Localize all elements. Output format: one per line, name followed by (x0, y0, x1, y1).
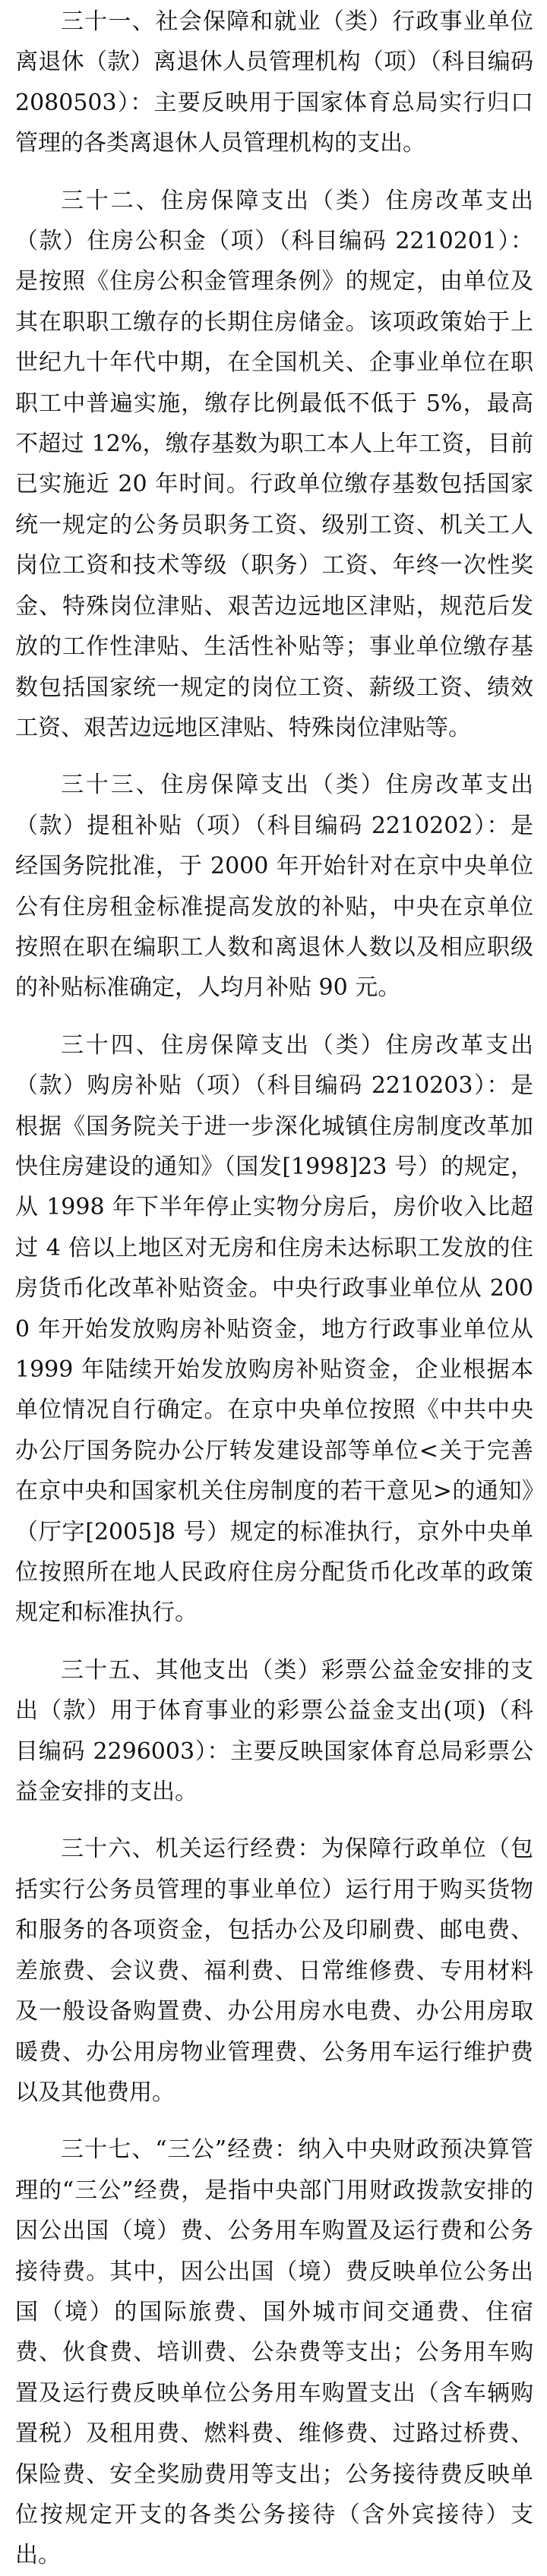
paragraph-32-housing-provident-fund: 三十二、住房保障支出（类）住房改革支出（款）住房公积金（项）（科目编码 2210201）：是按照《住房公积金管理条例》的规定，由单位及其在职职工缴存的长期住房储金。该项政策始于上世纪九十年代中期，在全国机关、企事业单位在职职工中普遍实施，缴存比例最低不低于 5%，最高不超过 12%，缴存基数为职工本人上年工资，目前已实施近 20 年时间。行政单位缴存基数包括国家统一规定的公务员职务工资、级别工资、机关工人岗位工资和技术等级（职务）工资、年终一次性奖金、特殊岗位津贴、艰苦边远地区津贴，规范后发放的工作性津贴、生活性补贴等；事业单位缴存基数包括国家统一规定的岗位工资、薪级工资、绩效工资、艰苦边远地区津贴、特殊岗位津贴等。 (15, 187, 533, 741)
paragraph-31-retiree-management: 三十一、社会保障和就业（类）行政事业单位离退休（款）离退休人员管理机构（项）（科目编码 2080503）：主要反映用于国家体育总局实行归口管理的各类离退休人员管理机构的支出。 (15, 8, 533, 157)
paragraph-35-lottery-fund-expenditure: 三十五、其他支出（类）彩票公益金安排的支出（款）用于体育事业的彩票公益金支出(项)（科目编码 2296003）：主要反映国家体育总局彩票公益金安排的支出。 (15, 1656, 533, 1806)
paragraph-36-agency-operating-expenses: 三十六、机关运行经费：为保障行政单位（包括实行公务员管理的事业单位）运行用于购买货物和服务的各项资金，包括办公及印刷费、邮电费、差旅费、会议费、福利费、日常维修费、专用材料及一般设备购置费、办公用房水电费、办公用房取暖费、办公用房物业管理费、公务用车运行维护费以及其他费用。 (15, 1836, 533, 2106)
paragraph-33-rent-subsidy: 三十三、住房保障支出（类）住房改革支出（款）提租补贴（项）（科目编码 2210202）：是经国务院批准，于 2000 年开始针对在京中央单位公有住房租金标准提高发放的补贴，中央在京单位按照在职在编职工人数和离退休人数以及相应职级的补贴标准确定，人均月补贴 90 元。 (15, 772, 533, 1002)
paragraph-37-three-public-expenses: 三十七、“三公”经费：纳入中央财政预决算管理的“三公”经费，是指中央部门用财政拨款安排的因公出国（境）费、公务用车购置及运行费和公务接待费。其中，因公出国（境）费反映单位公务出国（境）的国际旅费、国外城市间交通费、住宿费、伙食费、培训费、公杂费等支出；公务用车购置及运行费反映单位公务用车购置支出（含车辆购置税）及租用费、燃料费、维修费、过路过桥费、保险费、安全奖励费用等支出；公务接待费反映单位按规定开支的各类公务接待（含外宾接待）支出。 (15, 2136, 533, 2569)
paragraph-34-housing-purchase-subsidy: 三十四、住房保障支出（类）住房改革支出（款）购房补贴（项）（科目编码 2210203）：是根据《国务院关于进一步深化城镇住房制度改革加快住房建设的通知》（国发[1998]23 号）的规定，从 1998 年下半年停止实物分房后，房价收入比超过 4 倍以上地区对无房和住房未达标职工发放的住房货币化改革补贴资金。中央行政事业单位从 2000 年开始发放购房补贴资金，地方行政事业单位从 1999 年陆续开始发放购房补贴资金，企业根据本单位情况自行确定。在京中央单位按照《中共中央办公厅国务院办公厅转发建设部等单位<关于完善在京中央和国家机关住房制度的若干意见>的通知》（厅字[2005]8 号）规定的标准执行，京外中央单位按照所在地人民政府住房分配货币化改革的政策规定和标准执行。 (15, 1031, 533, 1627)
